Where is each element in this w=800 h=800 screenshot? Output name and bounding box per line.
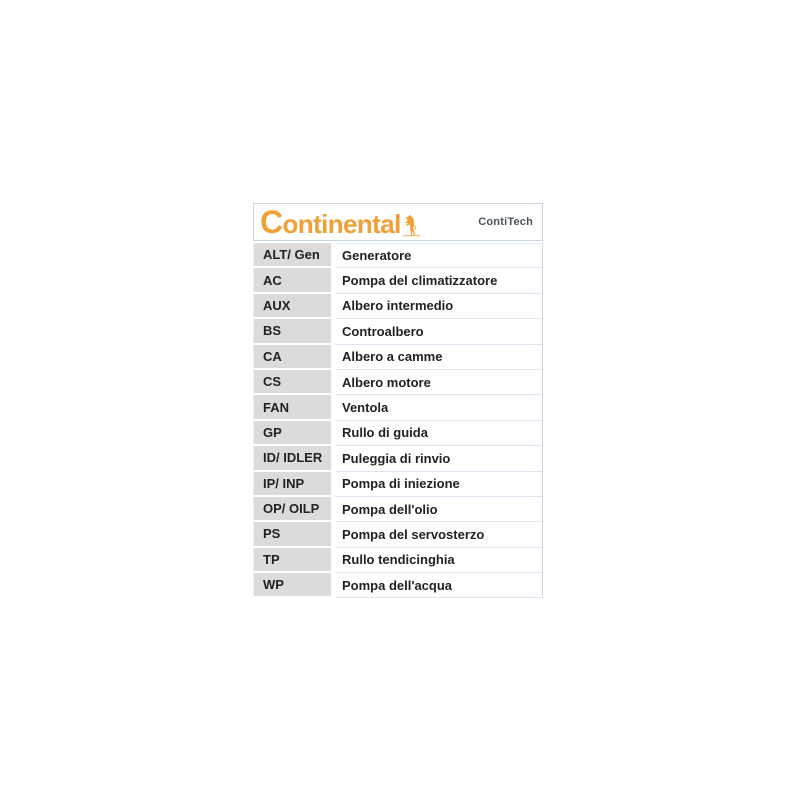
description-cell: Pompa del servosterzo	[336, 522, 543, 547]
table-row	[254, 472, 543, 497]
abbreviation-cell: FAN	[254, 395, 331, 420]
table-row	[254, 243, 543, 268]
abbreviation-cell: ALT/ Gen	[254, 243, 331, 268]
description-cell: Rullo tendicinghia	[336, 548, 543, 573]
abbreviation-legend-table	[253, 203, 543, 598]
table-row	[254, 268, 543, 293]
table-row	[254, 573, 543, 598]
table-row	[254, 446, 543, 471]
description-cell: Rullo di guida	[336, 421, 543, 446]
legend-rows	[253, 243, 543, 598]
continental-wordmark: Continental	[260, 204, 401, 240]
table-row	[254, 421, 543, 446]
description-cell: Pompa dell'acqua	[336, 573, 543, 598]
description-cell: Albero motore	[336, 370, 543, 395]
abbreviation-cell: TP	[254, 548, 331, 573]
description-cell: Albero intermedio	[336, 294, 543, 319]
table-row	[254, 294, 543, 319]
abbreviation-cell: IP/ INP	[254, 472, 331, 497]
abbreviation-cell: CS	[254, 370, 331, 395]
abbreviation-cell: BS	[254, 319, 331, 344]
description-cell: Albero a camme	[336, 345, 543, 370]
description-cell: Controalbero	[336, 319, 543, 344]
rearing-horse-icon	[403, 213, 422, 238]
table-row	[254, 395, 543, 420]
table-row	[254, 370, 543, 395]
description-cell: Pompa del climatizzatore	[336, 268, 543, 293]
table-row	[254, 497, 543, 522]
abbreviation-cell: AUX	[254, 294, 331, 319]
description-cell: Ventola	[336, 395, 543, 420]
abbreviation-cell: CA	[254, 345, 331, 370]
table-row	[254, 345, 543, 370]
abbreviation-cell: ID/ IDLER	[254, 446, 331, 471]
description-cell: Pompa di iniezione	[336, 472, 543, 497]
abbreviation-cell: GP	[254, 421, 331, 446]
abbreviation-cell: AC	[254, 268, 331, 293]
brand-header	[253, 203, 543, 241]
abbreviation-cell: OP/ OILP	[254, 497, 331, 522]
abbreviation-cell: WP	[254, 573, 331, 598]
continental-logo	[260, 206, 422, 238]
contitech-label: ContiTech	[478, 216, 533, 228]
description-cell: Generatore	[336, 243, 543, 268]
table-row	[254, 548, 543, 573]
table-row	[254, 522, 543, 547]
table-row	[254, 319, 543, 344]
description-cell: Puleggia di rinvio	[336, 446, 543, 471]
abbreviation-cell: PS	[254, 522, 331, 547]
description-cell: Pompa dell'olio	[336, 497, 543, 522]
